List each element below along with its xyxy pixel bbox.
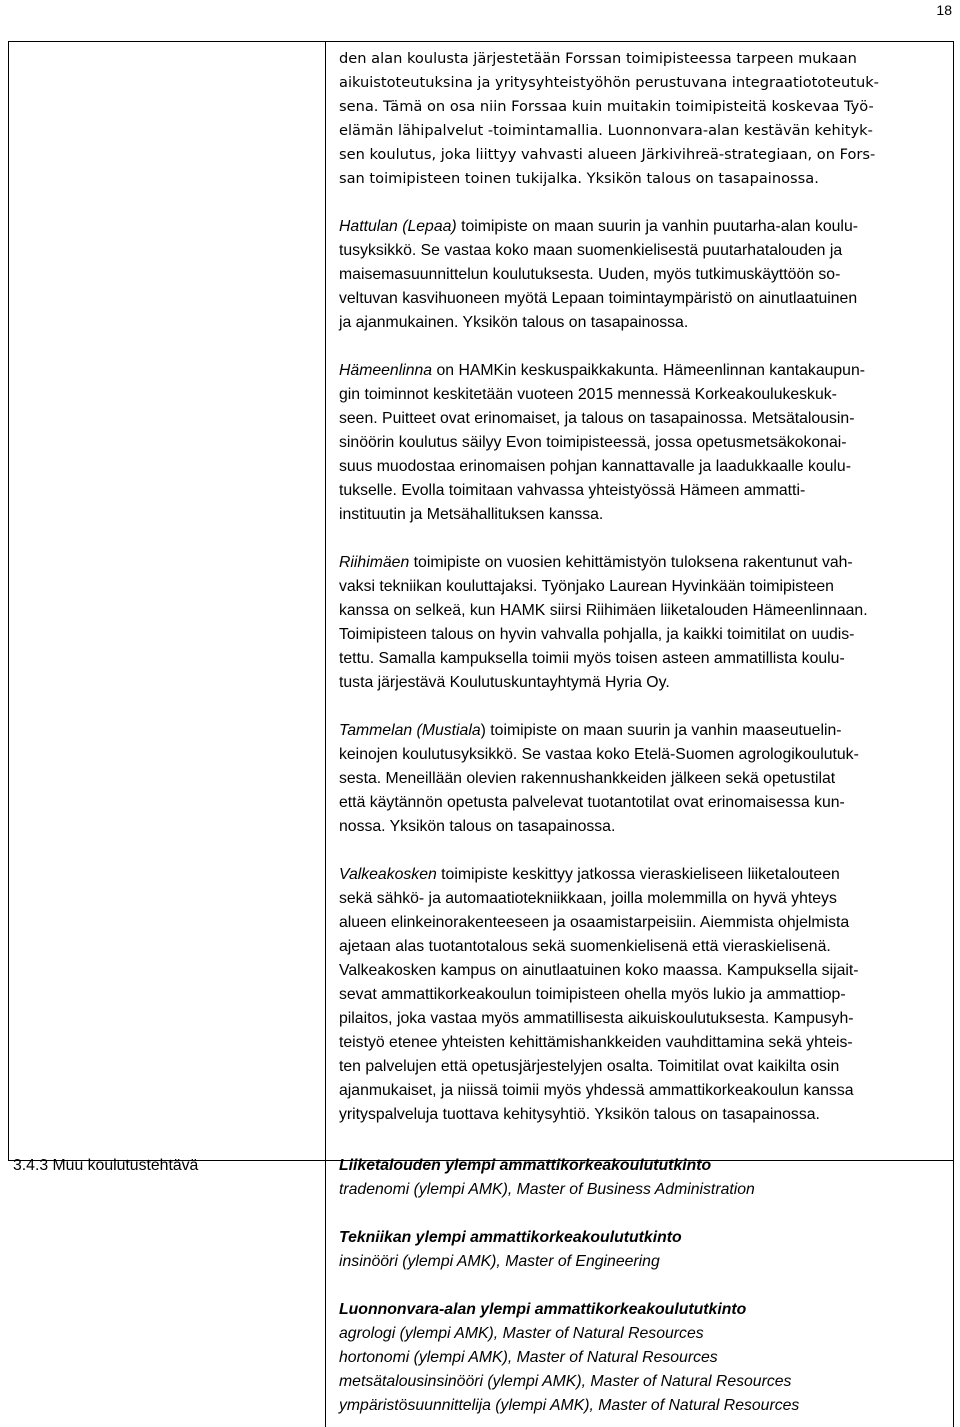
text-line: ja ajanmukainen. Yksikön talous on tasapainossa. — [339, 314, 689, 331]
campus-name-riihimaki: Riihimäen — [339, 554, 410, 571]
degree-title: Liiketalouden ylempi ammattikorkeakoulututkinto — [339, 1157, 712, 1174]
campus-name-valkeakoski: Valkeakosken — [339, 866, 437, 883]
text-line: gin toiminnot keskitetään vuoteen 2015 mennessä Korkeakoulukeskuk- — [339, 386, 837, 403]
paragraph-forssa — [339, 47, 951, 191]
text-line: sekä sähkö- ja automaatiotekniikkaan, joilla molemmilla on hyvä yhteys — [339, 890, 837, 907]
degree-item: tradenomi (ylempi AMK), Master of Business Administration — [339, 1181, 755, 1198]
text-line: sevat ammattikorkeakoulun toimipisteen ohella myös lukio ja ammattiop- — [339, 986, 846, 1003]
degree-item: ympäristösuunnittelija (ylempi AMK), Master of Natural Resources — [339, 1397, 800, 1414]
campus-name-hattula: Hattulan (Lepaa) — [339, 218, 457, 235]
text-line: elämän lähipalvelut -toimintamallia. Luonnonvara-alan kestävän kehityk- — [339, 122, 873, 139]
text-line: Toimipisteen talous on hyvin vahvalla pohjalla, ja kaikki toimitilat on uudis- — [339, 626, 855, 643]
text-line: yrityspalveluja tuottava kehitysyhtiö. Yksikön talous on tasapainossa. — [339, 1106, 820, 1123]
text-line: sinöörin koulutus säilyy Evon toimipisteessä, jossa opetusmetsäkokonai- — [339, 434, 847, 451]
text-line: että käytännön opetusta palvelevat tuotantotilat ovat erinomaisessa kun- — [339, 794, 845, 811]
closing-paren: ) — [480, 722, 486, 739]
paragraph-valkeakoski — [339, 863, 951, 1127]
text-line: maisemasuunnittelun koulutuksesta. Uuden, myös tutkimuskäyttöön so- — [339, 266, 841, 283]
row2-right-border — [953, 1160, 954, 1427]
campus-name-tammela: Tammelan (Mustiala — [339, 722, 481, 739]
text-line: on HAMKin keskuspaikkakunta. Hämeenlinnan kantakaupun- — [432, 362, 866, 379]
text-line: tusta järjestävä Koulutuskuntayhtymä Hyria Oy. — [339, 674, 670, 691]
degree-title: Tekniikan ylempi ammattikorkeakoulututkinto — [339, 1229, 682, 1246]
text-line: toimipiste on vuosien kehittämistyön tuloksena rakentunut vah- — [409, 554, 853, 571]
campus-name-hameenlinna: Hämeenlinna — [339, 362, 433, 379]
text-line: sesta. Meneillään olevien rakennushankkeiden jälkeen sekä opetustilat — [339, 770, 836, 787]
text-line: suus muodostaa erinomaisen pohjan kannattavalle ja laadukkaalle koulu- — [339, 458, 851, 475]
text-line: toimipiste keskittyy jatkossa vieraskieliseen liiketalouteen — [436, 866, 840, 883]
text-line: seen. Puitteet ovat erinomaiset, ja talous on tasapainossa. Metsätalousin- — [339, 410, 855, 427]
degree-list — [339, 1154, 951, 1418]
content-table — [0, 17, 960, 1427]
degree-item: agrologi (ylempi AMK), Master of Natural Resources — [339, 1325, 704, 1342]
text-line: keinojen koulutusyksikkö. Se vastaa koko Etelä-Suomen agrologikoulutuk- — [339, 746, 859, 763]
paragraph-hattula — [339, 215, 951, 335]
text-line: sen koulutus, joka liittyy vahvasti alueen Järkivihreä-strategiaan, on Fors- — [339, 146, 876, 163]
degree-block-business — [339, 1154, 951, 1202]
text-line: sena. Tämä on osa niin Forssaa kuin muitakin toimipisteitä koskevaa Työ- — [339, 98, 874, 115]
text-line: kanssa on selkeä, kun HAMK siirsi Riihimäen liiketalouden Hämeenlinnaan. — [339, 602, 868, 619]
text-line: toimipiste on maan suurin ja vanhin maaseutuelin- — [485, 722, 842, 739]
paragraph-tammela — [339, 719, 951, 839]
text-line: tusyksikkö. Se vastaa koko maan suomenkielisestä puutarhatalouden ja — [339, 242, 843, 259]
text-line: san toimipisteen toinen tukijalka. Yksikön talous on tasapainossa. — [339, 170, 819, 187]
table-right-border — [953, 41, 954, 1161]
text-line: alueen elinkeinorakenteeseen ja osaamistarpeisiin. Aiemmista ohjelmista — [339, 914, 850, 931]
text-line: instituutin ja Metsähallituksen kanssa. — [339, 506, 604, 523]
degree-title: Luonnonvara-alan ylempi ammattikorkeakoulututkinto — [339, 1301, 747, 1318]
table-left-border — [8, 41, 9, 1161]
table-top-border — [8, 41, 953, 42]
text-line: Valkeakosken kampus on ainutlaatuinen koko maassa. Kampuksella sijait- — [339, 962, 859, 979]
text-line: ajetaan alas tuotantotalous sekä suomenkielisenä että vieraskielisenä. — [339, 938, 831, 955]
degree-block-natural-resources — [339, 1298, 951, 1418]
text-line: teistyö etenee yhteisten kehittämishankkeiden vauhdittamina sekä yhteis- — [339, 1034, 853, 1051]
text-line: pilaitos, joka vastaa myös ammatillisesta aikuiskoulutuksesta. Kampusyh- — [339, 1010, 854, 1027]
page-number: 18 — [936, 2, 952, 18]
degree-item: hortonomi (ylempi AMK), Master of Natural Resources — [339, 1349, 718, 1366]
main-text-cell — [339, 47, 951, 1127]
text-line: aikuistoteutuksina ja yritysyhteistyöhön perustuvana integraatiototeutuk- — [339, 74, 879, 91]
section-heading: 3.4.3 Muu koulutustehtävä — [13, 1157, 199, 1174]
text-line: vaksi tekniikan kouluttajaksi. Työnjako Laurean Hyvinkään toimipisteen — [339, 578, 834, 595]
degree-item: insinööri (ylempi AMK), Master of Engineering — [339, 1253, 660, 1270]
column-divider — [325, 41, 326, 1427]
text-line: den alan koulusta järjestetään Forssan toimipisteessa tarpeen mukaan — [339, 50, 857, 67]
text-line: nossa. Yksikön talous on tasapainossa. — [339, 818, 616, 835]
degree-item: metsätalousinsinööri (ylempi AMK), Master of Natural Resources — [339, 1373, 792, 1390]
text-line: ajanmukaiset, ja niissä toimii myös yhdessä ammattikorkeakoulun kanssa — [339, 1082, 854, 1099]
text-line: tettu. Samalla kampuksella toimii myös toisen asteen ammatillista koulu- — [339, 650, 845, 667]
text-line: veltuvan kasvihuoneen myötä Lepaan toimintaympäristö on ainutlaatuinen — [339, 290, 858, 307]
text-line: tukselle. Evolla toimitaan vahvassa yhteistyössä Hämeen ammatti- — [339, 482, 806, 499]
paragraph-riihimaki — [339, 551, 951, 695]
text-line: toimipiste on maan suurin ja vanhin puutarha-alan koulu- — [456, 218, 858, 235]
paragraph-hameenlinna — [339, 359, 951, 527]
text-line: ten palvelujen että opetusjärjestelyjen osalta. Toimitilat ovat kaikilta osin — [339, 1058, 840, 1075]
degree-block-engineering — [339, 1226, 951, 1274]
